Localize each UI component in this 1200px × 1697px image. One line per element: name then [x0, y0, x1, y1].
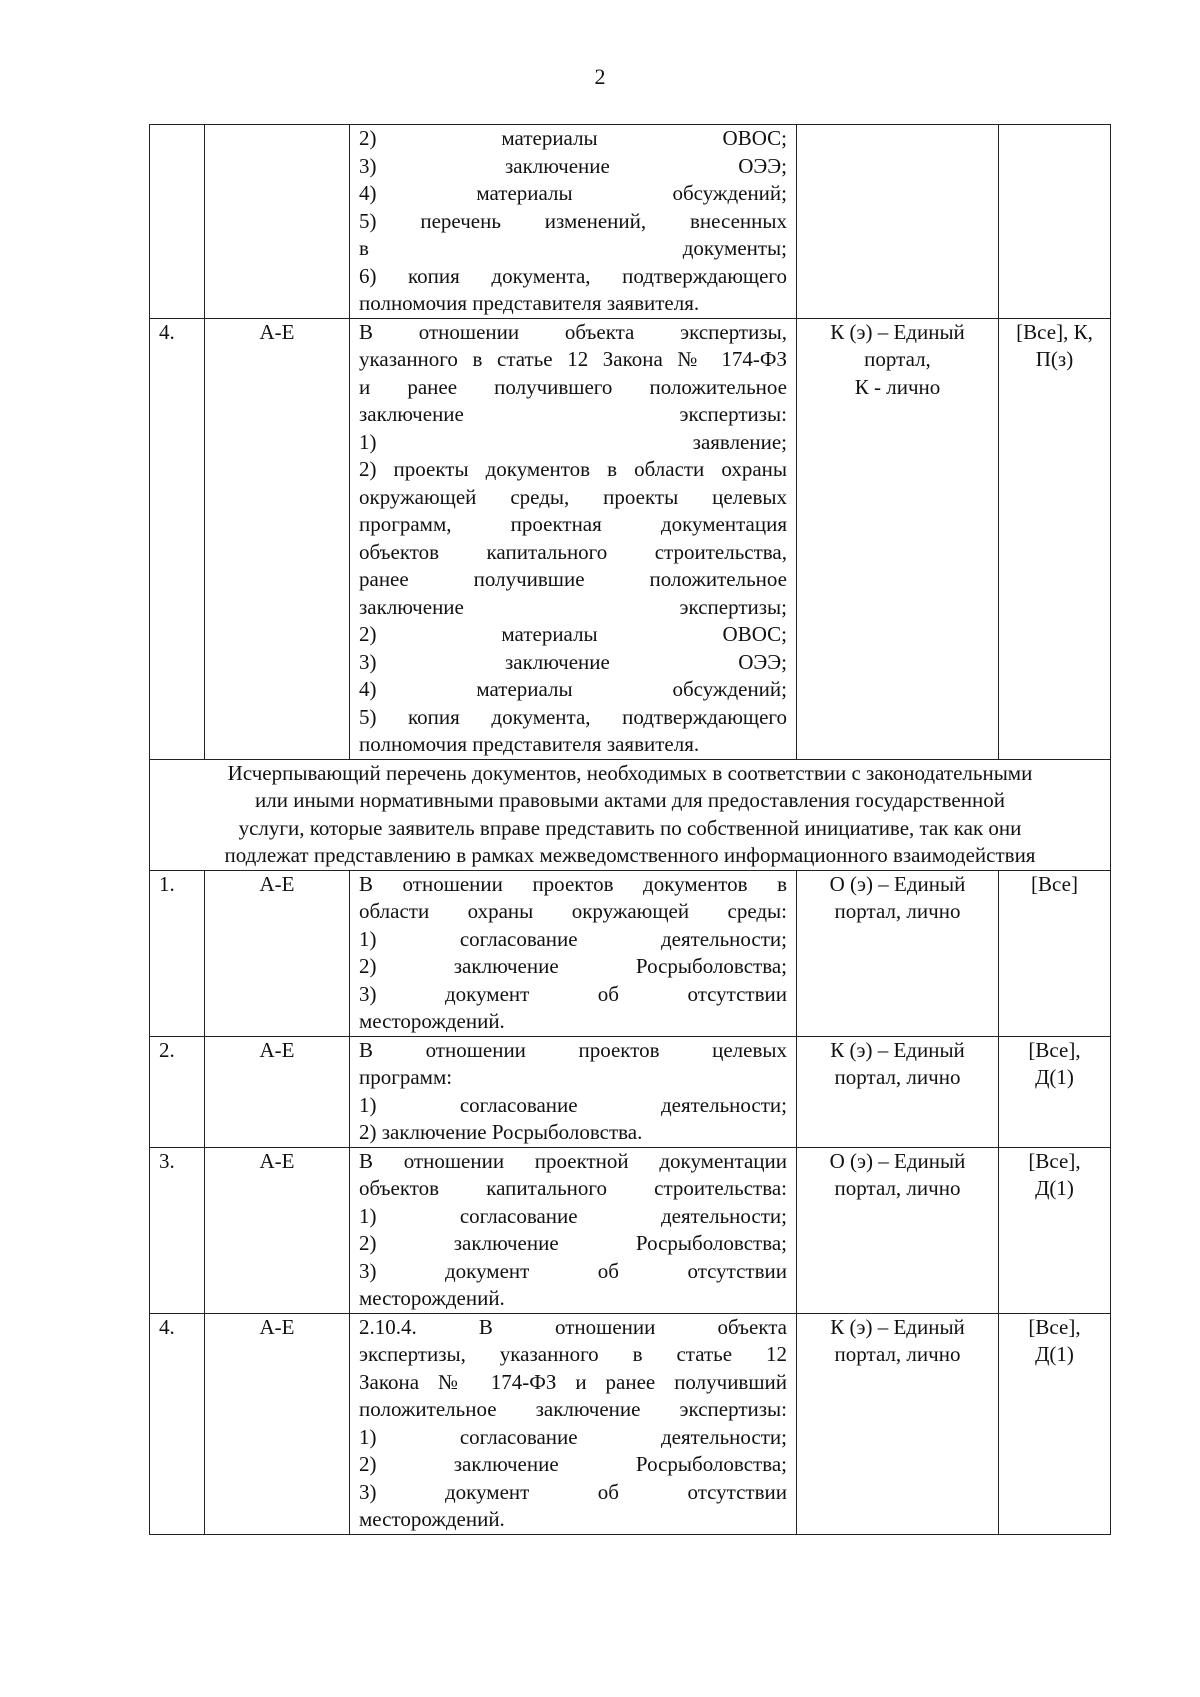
cell-line: 3) документ об отсутствии	[359, 1258, 787, 1283]
applicant-category	[999, 1036, 1111, 1147]
cell-line: объектов капитального строительства:	[359, 1176, 787, 1200]
cell-line: портал, лично	[834, 1176, 961, 1200]
cell-line: 3) заключение ОЭЭ;	[359, 649, 787, 674]
cell-line: портал, лично	[834, 899, 961, 923]
cell-line: положительное заключение экспертизы:	[359, 1397, 787, 1421]
row-code: А-Е	[205, 1313, 350, 1534]
row-number: 2.	[150, 1036, 205, 1147]
cell-line: 1) согласование деятельности;	[359, 1092, 787, 1117]
cell-line: В отношении проектов документов в	[359, 871, 787, 896]
table-row	[150, 870, 1111, 1036]
table-row	[150, 125, 1111, 319]
cell-line: портал,	[864, 347, 931, 371]
cell-line: [Все],	[1028, 1148, 1081, 1173]
row-number: 4.	[150, 1313, 205, 1534]
cell-line: 1) согласование деятельности;	[359, 1424, 787, 1449]
section-header-line: Исчерпывающий перечень документов, необходимых в соответствии с законодательными	[227, 760, 1033, 785]
cell-line: 3) заключение ОЭЭ;	[359, 153, 787, 178]
cell-line: портал, лично	[834, 1342, 961, 1366]
cell-line: в документы;	[359, 236, 787, 260]
cell-line: программ:	[359, 1065, 453, 1089]
submission-method	[797, 318, 999, 759]
section-header	[150, 759, 1111, 870]
cell-line: Д(1)	[1035, 1065, 1074, 1089]
cell-line: К - лично	[854, 374, 941, 399]
table-row	[150, 1313, 1111, 1534]
cell-line: В отношении объекта экспертизы,	[359, 319, 787, 344]
row-code: А-Е	[205, 1036, 350, 1147]
cell-line: В отношении проектной документации	[359, 1148, 787, 1173]
submission-method	[797, 1036, 999, 1147]
cell-line: полномочия представителя заявителя.	[359, 732, 700, 756]
cell-line: портал, лично	[834, 1065, 961, 1089]
submission-method	[797, 125, 999, 319]
cell-line: указанного в статье 12 Закона № 174-ФЗ	[359, 347, 787, 371]
document-list	[350, 1036, 797, 1147]
cell-line: Д(1)	[1035, 1342, 1074, 1366]
cell-line: экспертизы, указанного в статье 12	[359, 1342, 787, 1366]
section-header-line: или иными нормативными правовыми актами для предоставления государственной	[255, 788, 1005, 812]
cell-line: Д(1)	[1035, 1176, 1074, 1200]
cell-line: 1) согласование деятельности;	[359, 1203, 787, 1228]
cell-line: полномочия представителя заявителя.	[359, 291, 700, 315]
cell-line: месторождений.	[359, 1286, 505, 1310]
cell-line: 2) заключение Росрыболовства;	[359, 1231, 787, 1255]
cell-line: [Все],	[1028, 1037, 1081, 1062]
applicant-category	[999, 318, 1111, 759]
document-list	[350, 1147, 797, 1313]
submission-method	[797, 1313, 999, 1534]
applicant-category	[999, 1313, 1111, 1534]
cell-line: 2) заключение Росрыболовства.	[359, 1120, 643, 1144]
cell-line: 2) материалы ОВОС;	[359, 126, 787, 150]
submission-method	[797, 1147, 999, 1313]
cell-line: П(з)	[1035, 347, 1074, 371]
cell-line: 4) материалы обсуждений;	[359, 181, 787, 205]
applicant-category	[999, 1147, 1111, 1313]
cell-line: О (э) – Единый	[829, 871, 966, 896]
document-list	[350, 125, 797, 319]
cell-line: объектов капитального строительства,	[359, 539, 787, 564]
cell-line: 2) проекты документов в области охраны	[359, 457, 787, 481]
cell-line: окружающей среды, проекты целевых	[359, 484, 787, 509]
cell-line: В отношении проектов целевых	[359, 1037, 787, 1062]
documents-table	[149, 124, 1111, 1535]
applicant-category	[999, 125, 1111, 319]
row-code: А-Е	[205, 1147, 350, 1313]
cell-line: заключение экспертизы:	[359, 402, 787, 426]
cell-line: Закона № 174-ФЗ и ранее получивший	[359, 1369, 787, 1394]
cell-line: месторождений.	[359, 1507, 505, 1531]
document-list	[350, 870, 797, 1036]
cell-line: программ, проектная документация	[359, 512, 787, 536]
document-list	[350, 318, 797, 759]
cell-line: 2) заключение Росрыболовства;	[359, 954, 787, 978]
cell-line: 2) заключение Росрыболовства;	[359, 1452, 787, 1476]
row-number: 4.	[150, 318, 205, 759]
cell-line: ранее получившие положительное	[359, 567, 787, 591]
cell-line: К (э) – Единый	[830, 319, 965, 344]
cell-line: [Все]	[1031, 871, 1078, 896]
submission-method	[797, 870, 999, 1036]
cell-line: 3) документ об отсутствии	[359, 981, 787, 1006]
cell-line: 5) перечень изменений, внесенных	[359, 208, 787, 233]
row-code: А-Е	[205, 318, 350, 759]
cell-line: 1) заявление;	[359, 429, 787, 454]
cell-line: 2.10.4. В отношении объекта	[359, 1314, 787, 1339]
cell-line: 6) копия документа, подтверждающего	[359, 263, 787, 288]
cell-line: области охраны окружающей среды:	[359, 899, 787, 923]
cell-line: заключение экспертизы;	[359, 594, 787, 619]
cell-line: К (э) – Единый	[830, 1037, 965, 1062]
table-row	[150, 318, 1111, 759]
row-number: 1.	[150, 870, 205, 1036]
cell-line: месторождений.	[359, 1009, 505, 1033]
row-number: 3.	[150, 1147, 205, 1313]
cell-line: [Все],	[1028, 1314, 1081, 1339]
cell-line: О (э) – Единый	[829, 1148, 966, 1173]
cell-line: [Все], К,	[1016, 319, 1093, 344]
cell-line: 5) копия документа, подтверждающего	[359, 704, 787, 729]
section-header-row	[150, 759, 1111, 870]
cell-line: и ранее получившего положительное	[359, 374, 787, 399]
section-header-line: услуги, которые заявитель вправе представить по собственной инициативе, так как они	[238, 815, 1022, 840]
cell-line: 3) документ об отсутствии	[359, 1479, 787, 1504]
applicant-category	[999, 870, 1111, 1036]
cell-line: 2) материалы ОВОС;	[359, 622, 787, 646]
row-code	[205, 125, 350, 319]
cell-line: 4) материалы обсуждений;	[359, 677, 787, 701]
table-row	[150, 1036, 1111, 1147]
section-header-line: подлежат представлению в рамках межведомственного информационного взаимодействия	[224, 843, 1036, 867]
cell-line: 1) согласование деятельности;	[359, 926, 787, 951]
row-code: А-Е	[205, 870, 350, 1036]
page-number: 2	[594, 64, 606, 89]
row-number	[150, 125, 205, 319]
cell-line: К (э) – Единый	[830, 1314, 965, 1339]
table-row	[150, 1147, 1111, 1313]
document-list	[350, 1313, 797, 1534]
